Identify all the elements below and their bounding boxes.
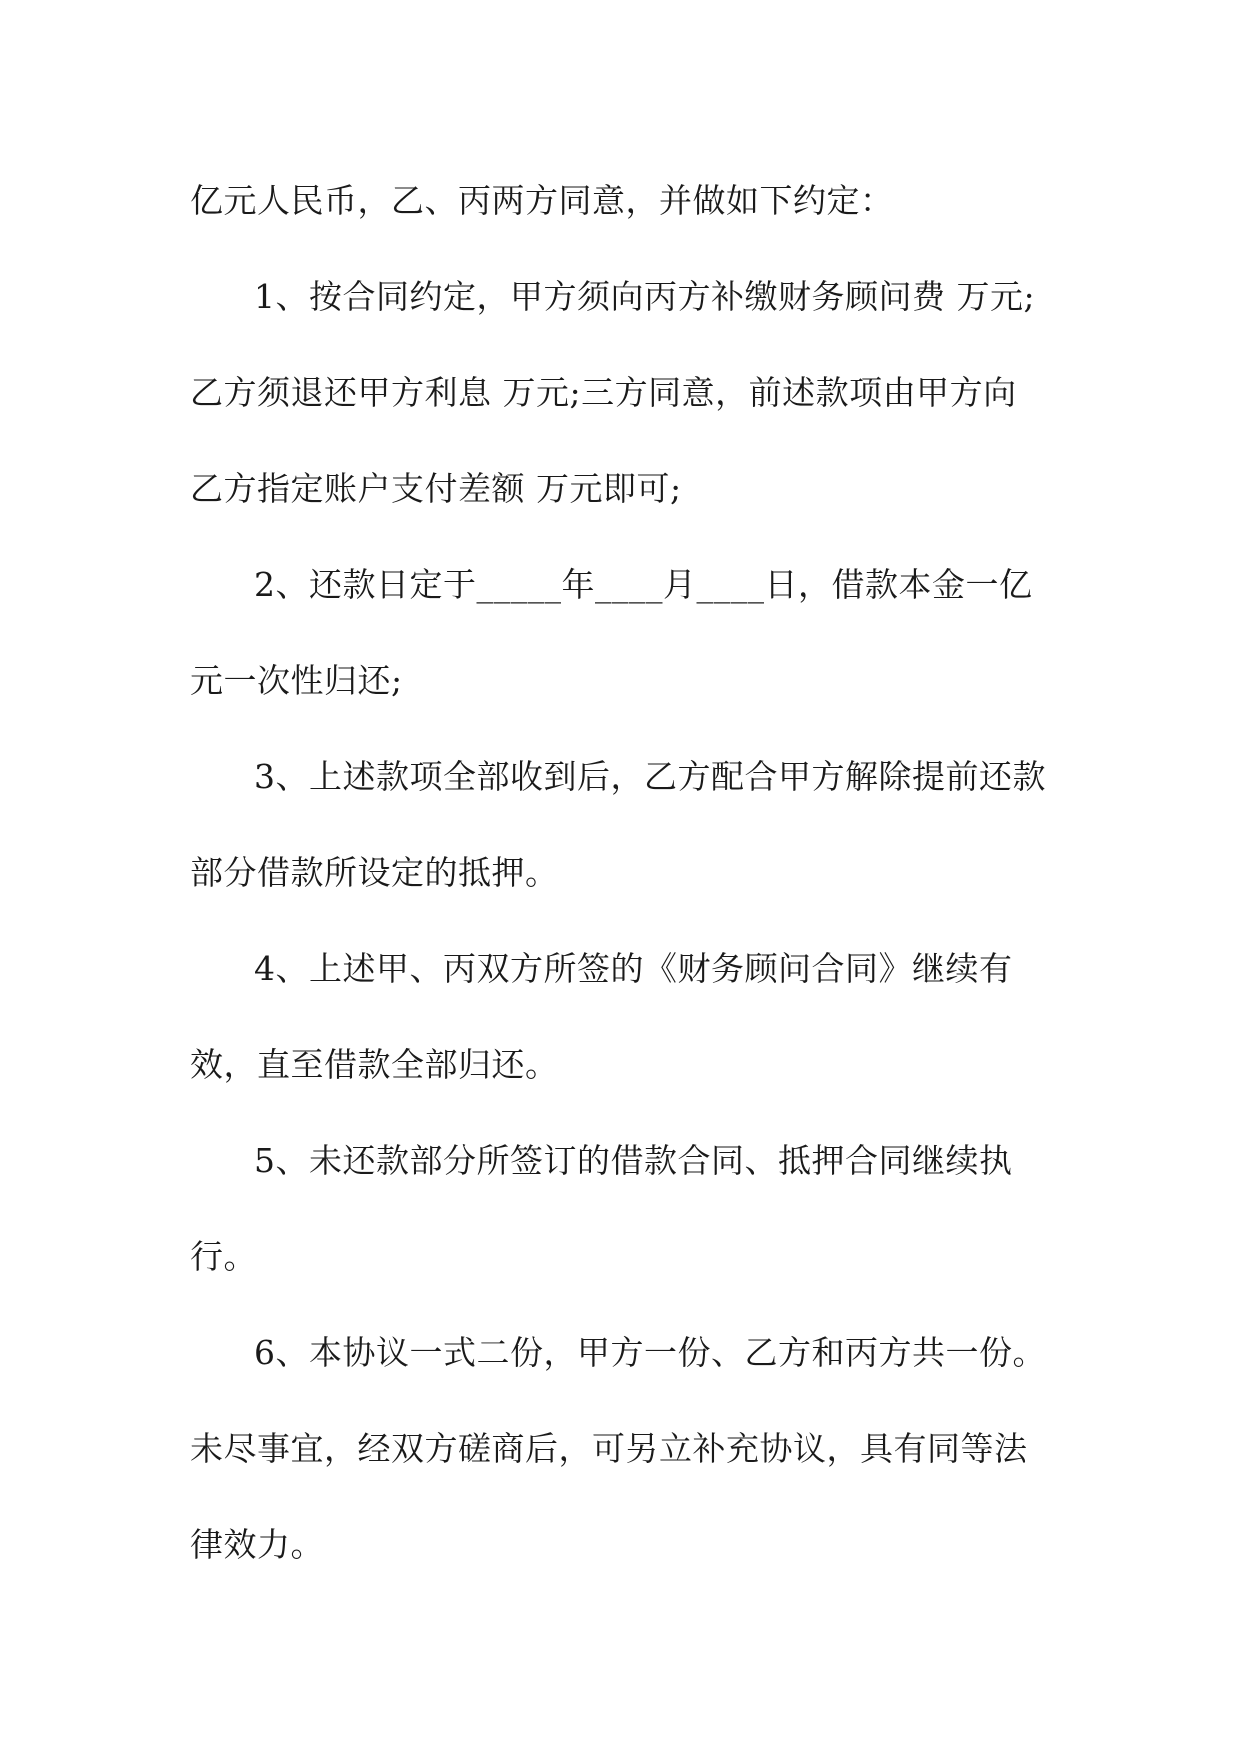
text-line: 5、未还款部分所签订的借款合同、抵押合同继续执 bbox=[254, 1141, 1013, 1180]
text-line: 乙方指定账户支付差额 万元即可; bbox=[190, 469, 682, 508]
text-line: 2、还款日定于_____年____月____日，借款本金一亿 bbox=[254, 565, 1033, 604]
text-line: 1、按合同约定，甲方须向丙方补缴财务顾问费 万元; bbox=[254, 277, 1036, 316]
text-line: 元一次性归还; bbox=[190, 661, 403, 700]
text-line: 6、本协议一式二份，甲方一份、乙方和丙方共一份。 bbox=[254, 1333, 1046, 1372]
text-line: 3、上述款项全部收到后，乙方配合甲方解除提前还款 bbox=[254, 757, 1046, 796]
text-line: 乙方须退还甲方利息 万元;三方同意，前述款项由甲方向 bbox=[190, 373, 1017, 412]
text-line: 部分借款所设定的抵押。 bbox=[190, 853, 559, 892]
text-line: 效，直至借款全部归还。 bbox=[190, 1045, 559, 1084]
text-line: 4、上述甲、丙双方所签的《财务顾问合同》继续有 bbox=[254, 949, 1013, 988]
text-line: 律效力。 bbox=[190, 1525, 324, 1564]
text-line: 未尽事宜，经双方磋商后，可另立补充协议，具有同等法 bbox=[190, 1429, 1028, 1468]
text-line: 行。 bbox=[190, 1237, 257, 1276]
text-line: 亿元人民币，乙、丙两方同意，并做如下约定： bbox=[190, 181, 894, 220]
